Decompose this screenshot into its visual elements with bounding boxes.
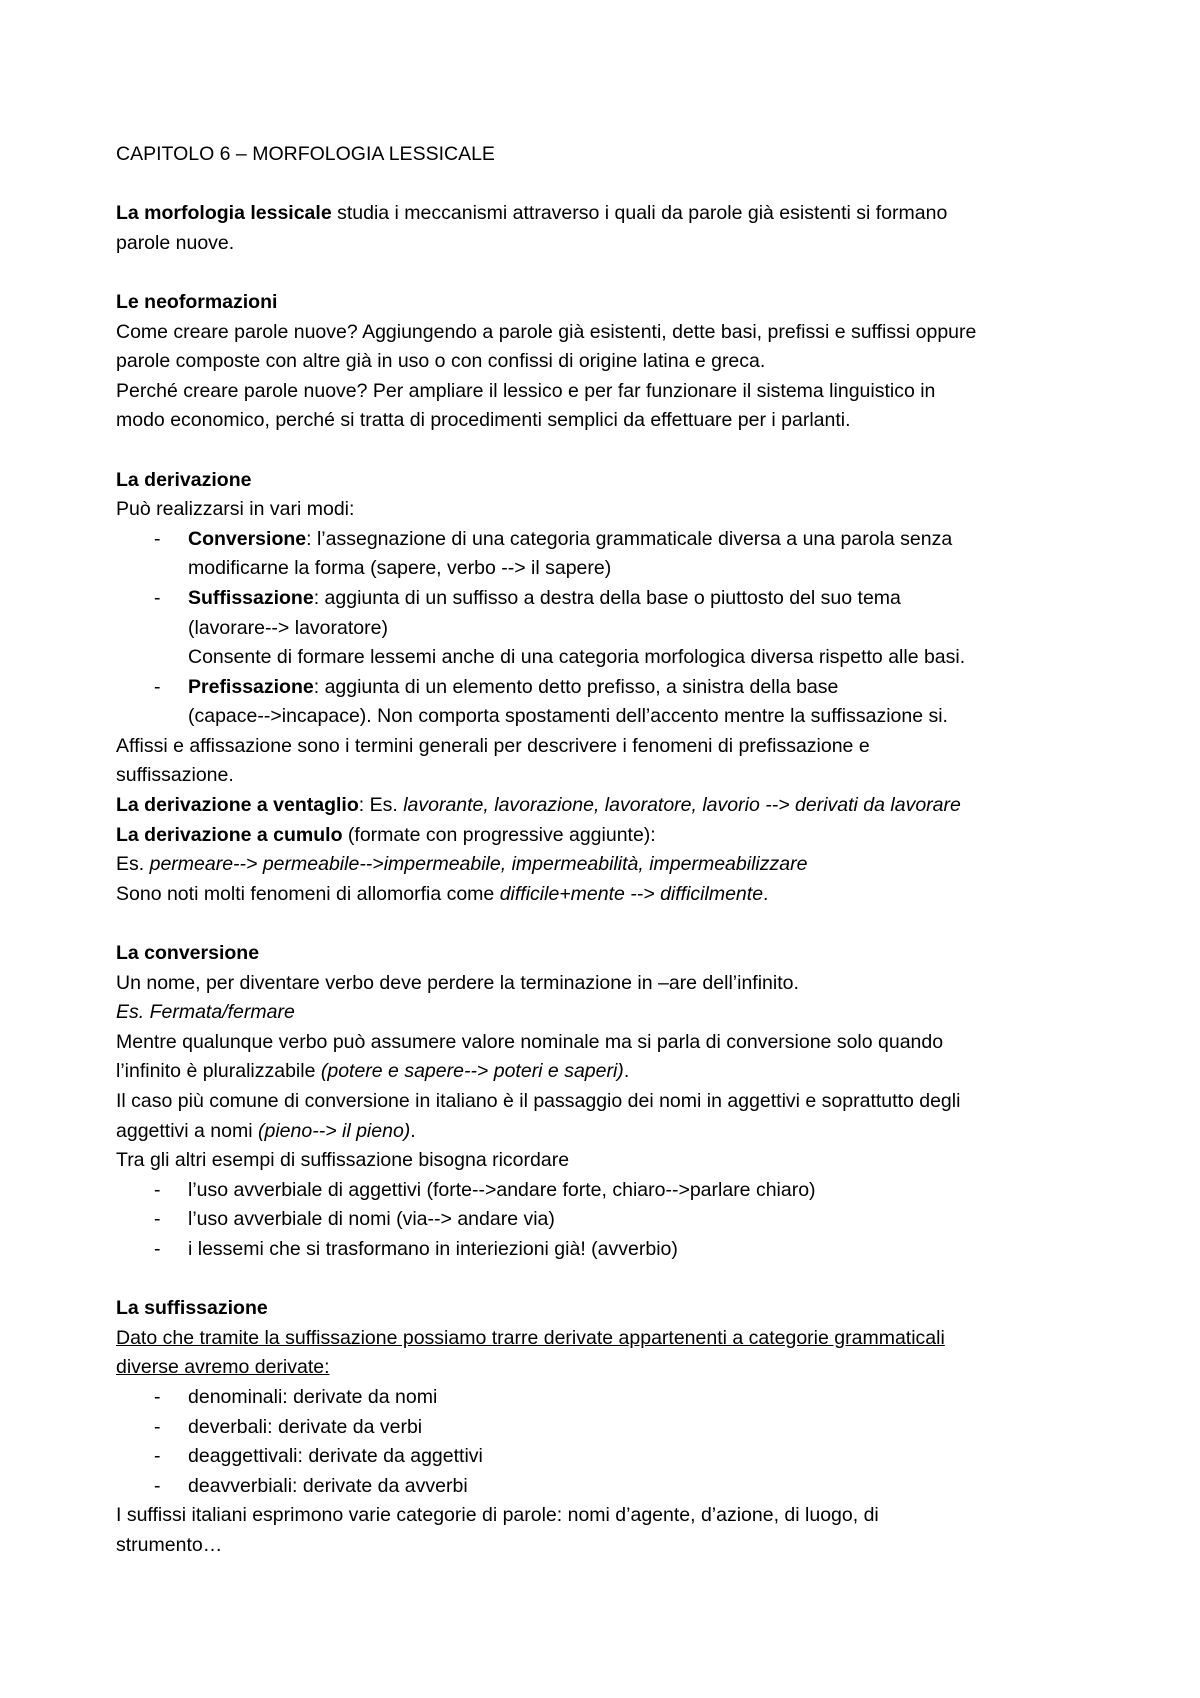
paragraph-line: parole composte con altre già in uso o con confissi di origine latina e greca.: [116, 350, 766, 373]
bullet-dash: -: [154, 1208, 161, 1231]
derivazione-ventaglio-line: La derivazione a ventaglio: Es. lavorante, lavorazione, lavoratore, lavorio --> derivati da lavorare: [116, 794, 961, 817]
list-item-prefissazione: - Prefissazione: aggiunta di un elemento detto prefisso, a sinistra della base: [116, 673, 1096, 703]
document-page: [116, 140, 1096, 1561]
list-item: - l’uso avverbiale di aggettivi (forte-->andare forte, chiaro-->parlare chiaro): [116, 1176, 1096, 1206]
section-heading-suffissazione: La suffissazione: [116, 1297, 268, 1320]
paragraph-line: Il caso più comune di conversione in italiano è il passaggio dei nomi in aggettivi e soprattutto degli: [116, 1090, 961, 1112]
list-item: - deaggettivali: derivate da aggettivi: [116, 1442, 1096, 1472]
paragraph-line: modo economico, perché si tratta di procedimenti semplici da effettuare per i parlanti.: [116, 409, 851, 432]
list-item-continuation: modificarne la forma (sapere, verbo --> il sapere): [188, 557, 612, 580]
list-item-conversione: - Conversione: l’assegnazione di una categoria grammaticale diversa a una parola senza: [116, 525, 1096, 555]
list-item: - denominali: derivate da nomi: [116, 1383, 1096, 1413]
paragraph-line: strumento…: [116, 1533, 223, 1556]
bullet-dash: -: [154, 1385, 161, 1408]
list-item-suffissazione: - Suffissazione: aggiunta di un suffisso a destra della base o piuttosto del suo tema: [116, 584, 1096, 614]
section-heading-conversione: La conversione: [116, 942, 260, 965]
paragraph-line: aggettivi a nomi (pieno--> il pieno).: [116, 1119, 416, 1142]
derivazione-cumulo-line: La derivazione a cumulo (formate con progressive aggiunte):: [116, 823, 656, 846]
bullet-dash: -: [154, 1415, 161, 1438]
bullet-dash: -: [154, 675, 161, 698]
section-heading-neoformazioni: Le neoformazioni: [116, 290, 278, 313]
example-line: Es. Fermata/fermare: [116, 1001, 295, 1024]
list-item: - deavverbiali: derivate da avverbi: [116, 1472, 1096, 1502]
list-item-continuation: (capace-->incapace). Non comporta spostamenti dell’accento mentre la suffissazione si.: [188, 705, 948, 728]
bullet-dash: -: [154, 586, 161, 609]
paragraph-line: Tra gli altri esempi di suffissazione bisogna ricordare: [116, 1149, 570, 1172]
list-item: - i lessemi che si trasformano in interiezioni già! (avverbio): [116, 1235, 1096, 1265]
chapter-title: CAPITOLO 6 – MORFOLOGIA LESSICALE: [116, 143, 495, 165]
list-item-continuation: (lavorare--> lavoratore): [188, 616, 388, 639]
bullet-dash: -: [154, 1237, 161, 1260]
paragraph-line: Mentre qualunque verbo può assumere valore nominale ma si parla di conversione solo quando: [116, 1030, 944, 1053]
underlined-line: Dato che tramite la suffissazione possiamo trarre derivate appartenenti a categorie grammaticali: [116, 1326, 945, 1349]
paragraph-line: Perché creare parole nuove? Per ampliare il lessico e per far funzionare il sistema linguistico in: [116, 379, 936, 402]
paragraph-line: Può realizzarsi in vari modi:: [116, 498, 355, 521]
allomorfia-line: Sono noti molti fenomeni di allomorfia come difficile+mente --> difficilmente.: [116, 882, 769, 905]
paragraph-line: suffissazione.: [116, 764, 234, 787]
underlined-line: diverse avremo derivate:: [116, 1356, 330, 1379]
intro-term: La morfologia lessicale: [116, 202, 332, 225]
bullet-dash: -: [154, 527, 161, 550]
bullet-dash: -: [154, 1178, 161, 1201]
paragraph-line: Un nome, per diventare verbo deve perdere la terminazione in –are dell’infinito.: [116, 971, 799, 994]
section-heading-derivazione: La derivazione: [116, 468, 252, 491]
paragraph-line: I suffissi italiani esprimono varie categorie di parole: nomi d’agente, d’azione, di luogo, di: [116, 1504, 879, 1527]
list-item-continuation: Consente di formare lessemi anche di una categoria morfologica diversa rispetto alle basi.: [188, 646, 966, 669]
paragraph-line: Come creare parole nuove? Aggiungendo a parole già esistenti, dette basi, prefissi e suffissi oppure: [116, 320, 977, 343]
bullet-dash: -: [154, 1474, 161, 1497]
bullet-dash: -: [154, 1445, 161, 1468]
intro-line: parole nuove.: [116, 231, 235, 254]
list-item: - deverbali: derivate da verbi: [116, 1413, 1096, 1443]
list-item: - l’uso avverbiale di nomi (via--> andare via): [116, 1205, 1096, 1235]
paragraph-line: Affissi e affissazione sono i termini generali per descrivere i fenomeni di prefissazione e: [116, 734, 870, 757]
cumulo-example-line: Es. permeare--> permeabile-->impermeabile, impermeabilità, impermeabilizzare: [116, 853, 808, 876]
paragraph-line: l’infinito è pluralizzabile (potere e sapere--> poteri e saperi).: [116, 1060, 630, 1083]
intro-line: La morfologia lessicale studia i meccanismi attraverso i quali da parole già esistenti si formano: [116, 202, 948, 225]
